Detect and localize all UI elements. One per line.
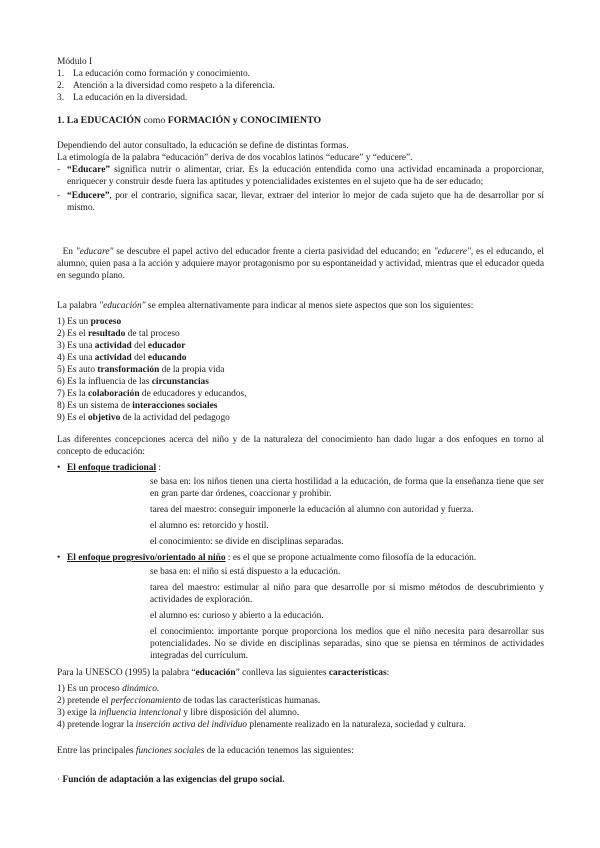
detail-line: se basa en: los niños tienen una cierta hostilidad a la educación, de forma que la enseñanza tiene que ser en gran parte dar órdenes, coaccionar y prohibir. [150, 477, 544, 499]
function-adaptation: · Función de adaptación a las exigencias del grupo social. [57, 775, 285, 785]
functions-intro: Entre las principales funciones sociales de la educación tenemos las siguientes: [57, 746, 354, 756]
list-item: 4) Es una actividad del educando [57, 353, 187, 363]
definition-educare: - “Educare” significa nutrir o alimentar, criar. Es la educación entendida como una actividad encaminada a proporcionar, enriquecer y construir desde fuera las aptitudes y potencialidades existentes en el sujeto que ha de ser educado; [57, 165, 544, 187]
detail-line: tarea del maestro: conseguir imponerle la educación al alumno con autoridad y fuerza. [150, 505, 474, 515]
approaches-intro: Las diferentes concepciones acerca del niño y de la naturaleza del conocimiento han dado lugar a dos enfoques en torno al concepto de educación: [57, 435, 544, 457]
detail-line: el conocimiento: importante porque proporciona los medios que el niño necesita para desarrollar sus potencialidades. No se divide en disciplinas separadas, sino que se piensa en términos de actividades integradas del currículum. [150, 627, 544, 661]
list-item: 2) pretende el perfeccionamiento de todas las características humanas. [57, 696, 321, 706]
approaches-block [57, 434, 544, 662]
list-item: 3) exige la influencia intencional y libre disposición del alumno. [57, 708, 300, 718]
list-item: 9) Es el objetivo de la actividad del pedagogo [57, 413, 230, 423]
detail-line: se basa en: el niño si está dispuesto a la educación. [150, 567, 341, 577]
module-item: 2. Atención a la diversidad como respeto a la diferencia. [57, 81, 275, 91]
list-item: 5) Es auto transformación de la propia vida [57, 365, 225, 375]
traditional-approach-heading: • El enfoque tradicional : [57, 463, 162, 473]
module-index [57, 56, 544, 104]
list-item: 1) Es un proceso dinámico. [57, 684, 160, 694]
list-item: 4) pretende lograr la inserción activa del individuo plenamente realizado en la naturaleza, sociedad y cultura. [57, 720, 466, 730]
list-item: 8) Es un sistema de interacciones sociales [57, 401, 218, 411]
detail-line: tarea del maestro: estimular al niño para que desarrolle por sí mismo métodos de descubrimiento y actividades de exploración. [150, 583, 544, 605]
traditional-approach-details [57, 476, 544, 548]
role-paragraph: En "educare" se descubre el papel activo del educador frente a cierta pasividad del educando; en "educere", es el educando, el alumno, quien pasa a la acción y adquiere mayor protagonismo por su espontaneidad y actividad, mientras que el educador queda en segundo plano. [57, 247, 544, 281]
unesco-block [57, 667, 544, 731]
intro-line: Dependiendo del autor consultado, la educación se define de distintas formas. [57, 141, 349, 151]
aspects-list [57, 316, 544, 424]
intro-line: La etimología de la palabra “educación” deriva de dos vocablos latinos “educare” y “educere”. [57, 153, 413, 163]
list-item: 6) Es la influencia de las circunstancias [57, 377, 209, 387]
list-item: 7) Es la colaboración de educadores y educandos, [57, 389, 247, 399]
detail-line: el alumno es: curioso y abierto a la educación. [150, 611, 324, 621]
detail-line: el alumno es: retorcido y hostil. [150, 521, 269, 531]
progressive-approach-details [57, 566, 544, 662]
definition-educere: - “Educere”, por el contrario, significa sacar, llevar, extraer del interior lo mejor de cada sujeto que ha de desarrollar por sí mismo. [57, 191, 544, 213]
module-item: 3. La educación en la diversidad. [57, 93, 188, 103]
list-item: 1) Es un proceso [57, 317, 122, 327]
unesco-intro: Para la UNESCO (1995) la palabra “educación” conlleva las siguientes características: [57, 668, 390, 678]
functions-block [57, 745, 544, 757]
module-title: Módulo I [57, 57, 93, 67]
etymology-block [57, 140, 544, 214]
module-item: 1. La educación como formación y conocimiento. [57, 69, 251, 79]
section-heading: 1. La EDUCACIÓN como FORMACIÓN y CONOCIMIENTO [57, 115, 322, 126]
aspects-block [57, 300, 544, 424]
detail-line: el conocimiento: se divide en disciplinas separadas. [150, 537, 344, 547]
list-item: 3) Es una actividad del educador [57, 341, 186, 351]
aspects-intro: La palabra "educación" se emplea alternativamente para indicar al menos siete aspectos que son los siguientes: [57, 301, 474, 311]
list-item: 2) Es el resultado de tal proceso [57, 329, 180, 339]
progressive-approach-heading: • El enfoque progresivo/orientado al niño : es el que se propone actualmente como filosofía de la educación. [57, 553, 477, 563]
